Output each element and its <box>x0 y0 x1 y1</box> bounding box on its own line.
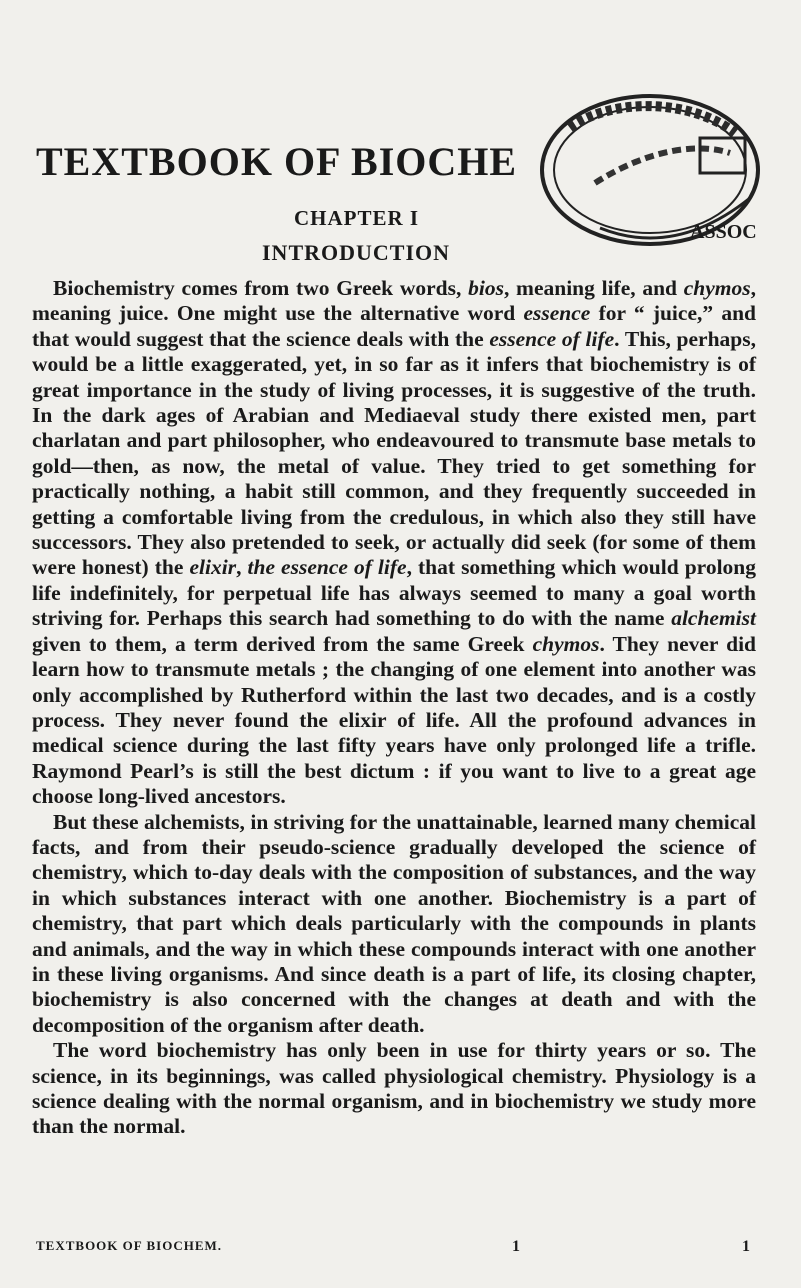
footer-book-title: TEXTBOOK OF BIOCHEM. <box>36 1238 223 1253</box>
section-heading: INTRODUCTION <box>262 240 451 265</box>
paragraph <box>32 810 756 1039</box>
italic-term: chymos <box>683 276 751 300</box>
italic-term: alchemist <box>671 606 756 631</box>
italic-term: the essence of life <box>247 555 407 580</box>
book-title: TEXTBOOK OF BIOCHE <box>36 139 518 184</box>
library-stamp-icon <box>500 88 762 268</box>
signature-mark: 1 <box>512 1238 521 1255</box>
text-run: , <box>236 555 248 580</box>
text-run: Biochemistry comes from two Greek words, <box>53 276 469 300</box>
italic-term: chymos <box>532 631 600 656</box>
text-run: , that something which would prolong life indefinitely, for perpetual life has always seemed to many a goal worth striving for. Perhaps this search had something to do with the name <box>32 555 756 631</box>
text-run: . This, perhaps, would be a little exaggerated, yet, in so far as it infers that biochemistry is of great importance in the study of living processes, it is suggestive of the truth. In the dark ages of Arabian and Mediaeval study there existed men, part charlatan and part philosopher, who endeavoured to transmute base metals to gold—then, as now, the metal of value. They tried to get something for practically nothing, a habit still common, and they frequently succeeded in getting a comfortable living from the credulous, in which also they still have successors. They also pretended to seek, or actually did seek (for some of them were honest) the <box>32 326 757 580</box>
italic-term: essence <box>523 301 591 326</box>
text-run: But these alchemists, in striving for the unattainable, learned many chemical facts, and from their pseudo-science gradually developed the science of chemistry, which to-day deals with the composition of substances, and the way in which substances interact with one another. Biochemistry is a part of chemistry, that part which deals particularly with the compounds in plants and animals, and the way in which these compounds interact with one another in these living organisms. And since death is a part of life, its closing chapter, biochemistry is also concerned with the changes at death and with the decomposition of the organism after death. <box>32 809 756 1037</box>
paragraph <box>32 276 756 810</box>
italic-term: essence of life <box>489 326 615 351</box>
text-run: , meaning life, and <box>503 276 684 300</box>
text-run: for “ juice,” and that would suggest that the science deals with the <box>32 301 756 351</box>
text-run: given to them, a term derived from the same Greek <box>32 631 533 656</box>
body-text <box>32 276 756 1140</box>
text-run: . They never did learn how to transmute metals ; the changing of one element into another was only accomplished by Rutherford within the last two decades, and is a costly process. They never found the elixir of life. All the profound advances in medical science during the last fifty years have only prolonged life a trifle. Raymond Pearl’s is still the best dictum : if you want to live to a great age choose long-lived ancestors. <box>32 631 756 809</box>
italic-term: bios <box>468 276 504 300</box>
text-run: The word biochemistry has only been in use for thirty years or so. The science, in its beginnings, was called physiological chemistry. Physiology is a science dealing with the normal organism, and in biochemistry we study more than the normal. <box>32 1038 756 1139</box>
italic-term: elixir <box>189 555 237 580</box>
page-number: 1 <box>742 1238 751 1255</box>
paragraph <box>32 1038 756 1140</box>
chapter-heading: CHAPTER I <box>294 206 420 230</box>
text-run: , meaning juice. One might use the alternative word <box>32 276 756 326</box>
stamp-label: ASSOC <box>690 221 757 243</box>
